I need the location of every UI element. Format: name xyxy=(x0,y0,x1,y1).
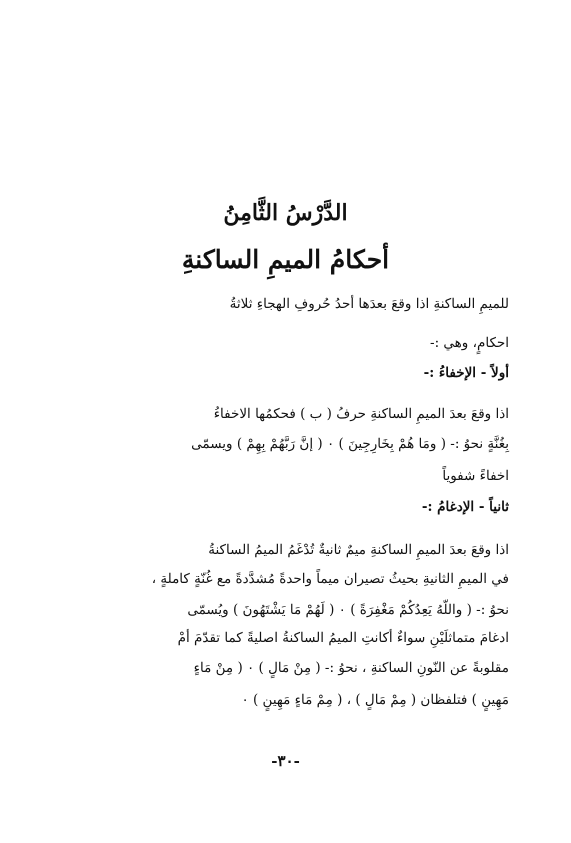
text-line: للميمِ الساكنةِ اذا وقعَ بعدَها أحدُ حُروفِ الهجاءِ ثلاثةُ xyxy=(229,296,509,312)
text-line: مَهِينٍ ) فتلفظان ( مِمْ مَالٍ ) ، ( مِمْ مَاءٍ مَهِينٍ ) ٠ xyxy=(241,692,509,708)
text-line: ادغامَ متماثلَيْنِ سواءٌ أكانتِ الميمُ الساكنةُ اصليةً كما تقدّمَ أمْ xyxy=(177,630,509,646)
text-line: في الميمِ الثانيةِ بحيثُ تصيران ميماً واحدةً مُشدَّدةً مع غُنّةٍ كاملةٍ ، xyxy=(151,571,509,587)
text-line: بِغُنَّةٍ نحوُ :- ( ومَا هُمْ بِخَارِجِينَ ) ٠ ( إنَّ رَبَّهُمْ بِهِمْ ) ويسمّى xyxy=(191,436,509,452)
text-line: اذا وقعَ بعدَ الميمِ الساكنةِ حرفُ ( ب ) فحكمُها الاخفاءُ xyxy=(213,406,509,422)
lesson-subtitle: أحكامُ الميمِ الساكنةِ xyxy=(181,245,390,274)
text-line: اذا وقعَ بعدَ الميمِ الساكنةِ ميمٌ ثانيةٌ تُدْغَمُ الميمُ الساكنةُ xyxy=(208,542,509,558)
section-heading-ikhfa: أولاً - الإخفاءُ :- xyxy=(423,365,509,381)
section-heading-idgham: ثانياً - الإدغامُ :- xyxy=(421,499,509,515)
text-line: مقلوبةً عن النّونِ الساكنةِ ، نحوُ :- ( مِنْ مَالٍ ) ٠ ( مِنْ مَاءٍ xyxy=(193,660,509,676)
lesson-title: الدَّرْسُ الثَّامِنُ xyxy=(223,200,348,226)
page-number: -٣٠- xyxy=(271,752,300,770)
text-line: نحوُ :- ( واللّهُ يَعِدُكُمْ مَغْفِرَةً ) ٠ ( لَهُمْ مَا يَشْتَهُونَ ) ويُسمّى xyxy=(187,602,509,618)
text-line: احكامٍ، وهي :- xyxy=(430,335,509,351)
text-line: اخفاءً شفوياً xyxy=(442,468,509,484)
